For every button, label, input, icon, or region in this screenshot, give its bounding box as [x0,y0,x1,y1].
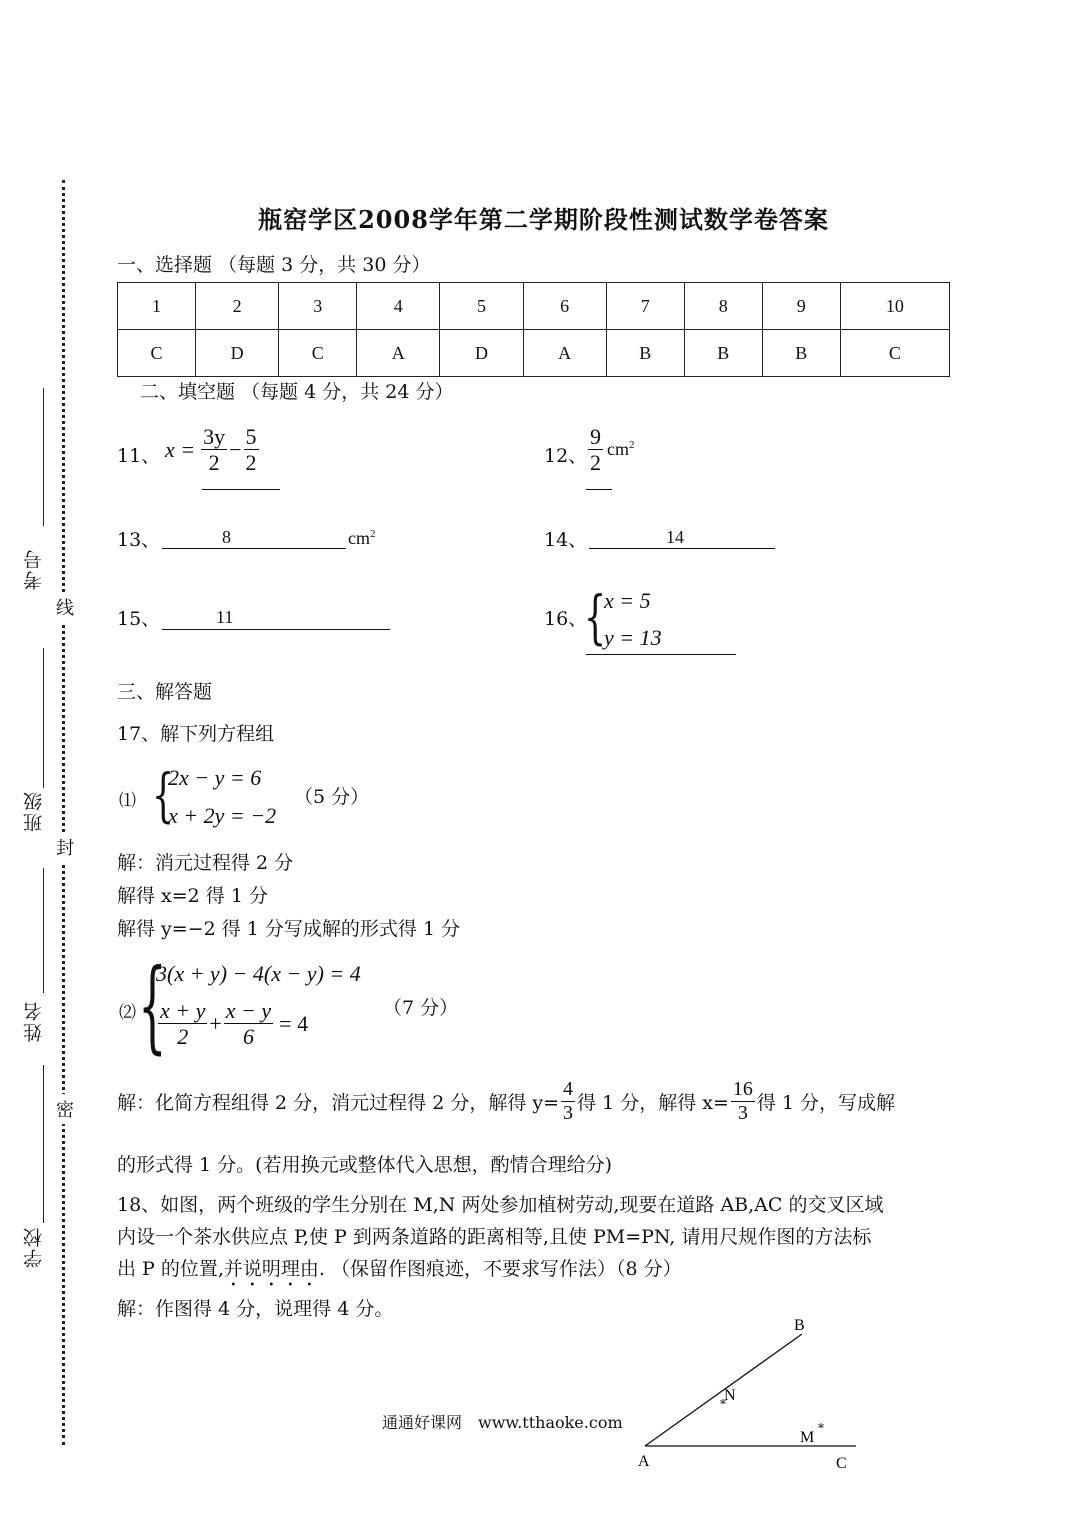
q11-f2-den: 2 [245,450,257,476]
q14-underline [589,548,775,549]
xingming-underline [43,868,44,993]
label-b: B [794,1317,805,1334]
q11-fraction-2 [244,424,259,476]
q17-p2-f1-num: x + y [160,998,206,1023]
table-cell-number: 9 [762,283,840,330]
q14-value: 14 [666,527,684,547]
q17-p1-label: ⑴ [119,791,136,810]
q17-p2-y-num: 4 [563,1078,574,1100]
q12-den: 2 [590,450,601,476]
q17-p2-x-fraction [731,1078,755,1125]
q16-label: 16、 [544,608,588,630]
table-cell-answer: D [440,330,523,377]
q11-minus: − [229,436,242,462]
table-cell-number: 7 [606,283,684,330]
margin-mark-feng: 封 [56,832,74,862]
point-m-marker: * [818,1421,824,1435]
q13-sup: 2 [370,528,376,540]
label-a: A [638,1453,650,1470]
q11-f2-num: 5 [245,424,257,449]
q16-brace: { [584,583,607,651]
q17-p2-label: ⑵ [119,1003,136,1022]
q17-p2-eq2 [156,998,308,1050]
margin-label-xingming: 姓名 [23,1000,45,1042]
table-cell-number: 5 [440,283,523,330]
q17-p1-sol3: 解得 y=−2 得 1 分写成解的形式得 1 分 [117,918,461,940]
q17-p2-plus: + [209,1010,222,1036]
section1-heading: 一、选择题 （每题 3 分，共 30 分） [117,254,431,276]
q13-unit: cm [348,528,370,548]
q17-p2-sol-d: 的形式得 1 分。(若用换元或整体代入思想，酌情合理给分) [117,1154,612,1176]
q17-p2-fraction-1 [158,998,207,1050]
kaohao-underline [43,388,44,526]
q11-label: 11、 [117,445,161,467]
table-cell-answer: C [279,330,357,377]
q14-label: 14、 [544,529,588,551]
q18-line3-b: . （保留作图痕迹，不要求写作法）（8 分） [318,1258,682,1280]
q18-line3-emphasis: 并说明理由 [223,1258,319,1280]
q17-p2-sol-c: 得 1 分，写成解 [756,1092,896,1114]
table-cell-number: 6 [523,283,606,330]
q17-p2-x-num: 16 [732,1078,753,1100]
q17-p2-solution [117,1078,895,1125]
label-c: C [836,1455,847,1472]
q17-p2-fraction-2 [224,998,273,1050]
q16-line2: y = 13 [604,625,662,650]
table-cell-number: 8 [684,283,762,330]
table-cell-number: 1 [118,283,196,330]
banji-underline [43,648,44,788]
table-cell-number: 10 [840,283,949,330]
margin-label-xuexiao: 学校 [23,1226,45,1268]
margin-label-banji: 班级 [23,790,45,832]
section3-heading: 三、解答题 [117,681,213,703]
footer-watermark: 通通好课网 www.tthaoke.com [382,1413,623,1432]
table-cell-answer: B [606,330,684,377]
table-cell-answer: C [118,330,196,377]
q17-p2-rhs: = 4 [279,1010,309,1036]
label-m: M [800,1429,815,1446]
q11-answer [165,424,261,476]
table-cell-number: 4 [357,283,440,330]
table-cell-number: 3 [279,283,357,330]
xuexiao-underline [43,1065,44,1223]
q17-p1-eq1: 2x − y = 6 [168,765,262,790]
q16-line1: x = 5 [604,588,651,613]
q17-p1-score: （5 分） [294,786,370,808]
margin-dotted-line [62,180,65,1445]
q17-p2-f2-num: x − y [225,998,272,1023]
q11-fraction-1 [201,424,227,476]
q17-p2-brace: { [138,947,167,1064]
q18-line2: 内设一个茶水供应点 P,使 P 到两条道路的距离相等,且使 PM=PN, 请用尺规作图的方法标 [117,1226,872,1248]
page-title: 瓶窑学区2008学年第二学期阶段性测试数学卷答案 [258,205,829,234]
point-n-marker: * [720,1397,726,1411]
q17-p2-f2-den: 6 [242,1024,254,1050]
q13-value: 8 [222,527,231,547]
q17-p2-f1-den: 2 [177,1024,189,1050]
q17-heading: 17、解下列方程组 [117,723,275,745]
q17-p2-sol-a: 解：化简方程组得 2 分，消元过程得 2 分，解得 y= [117,1092,560,1114]
q11-f1-num: 3y [203,424,226,449]
answer-table [117,282,950,377]
q17-p1-eq2: x + 2y = −2 [168,803,277,828]
q12-answer [586,424,635,476]
q17-p2-sol-b: 得 1 分，解得 x= [577,1092,729,1114]
label-n: N [724,1387,736,1404]
q17-p2-score: （7 分） [383,997,459,1019]
table-cell-answer: A [523,330,606,377]
q15-underline [162,629,390,630]
table-cell-answer: C [840,330,949,377]
q12-fraction [588,424,603,476]
q17-p2-x-den: 3 [737,1102,748,1124]
q12-sup: 2 [629,438,635,451]
table-cell-answer: D [196,330,279,377]
table-cell-answer: B [762,330,840,377]
margin-mark-mi: 密 [56,1094,74,1124]
section2-heading: 二、填空题 （每题 4 分，共 24 分） [140,381,454,403]
q11-lhs: x = [165,436,196,462]
q11-underline [202,489,280,490]
q17-p2-y-den: 3 [563,1102,574,1124]
angle-figure [620,1300,880,1480]
q12-label: 12、 [544,445,588,467]
q17-p1-brace: { [152,761,175,829]
q11-f1-den: 2 [208,450,220,476]
table-row-numbers [118,283,950,330]
q18-solution: 解：作图得 4 分，说理得 4 分。 [117,1298,394,1320]
q13-label: 13、 [117,529,161,551]
table-cell-answer: A [357,330,440,377]
q18-line1: 18、如图，两个班级的学生分别在 M,N 两处参加植树劳动,现要在道路 AB,AC 的交叉区域 [117,1194,884,1216]
q13-unit-wrap [348,528,376,549]
table-cell-answer: B [684,330,762,377]
q12-underline [586,489,612,490]
q13-underline [162,548,346,549]
q16-underline [586,654,736,655]
q18-line3 [117,1257,682,1291]
q15-value: 11 [216,607,234,627]
margin-mark-xian: 线 [56,592,74,622]
table-row-answers [118,330,950,377]
q12-unit: cm [607,439,629,460]
q17-p2-y-fraction [561,1078,575,1125]
q18-line3-a: 出 P 的位置, [117,1258,224,1280]
q15-label: 15、 [117,608,161,630]
margin-label-kaohao: 考号 [23,548,45,590]
table-cell-number: 2 [196,283,279,330]
q17-p1-sol2: 解得 x=2 得 1 分 [117,885,268,907]
q17-p2-eq1: 3(x + y) − 4(x − y) = 4 [156,961,361,986]
q12-num: 9 [590,424,601,449]
q17-p1-sol1: 解：消元过程得 2 分 [117,852,294,874]
